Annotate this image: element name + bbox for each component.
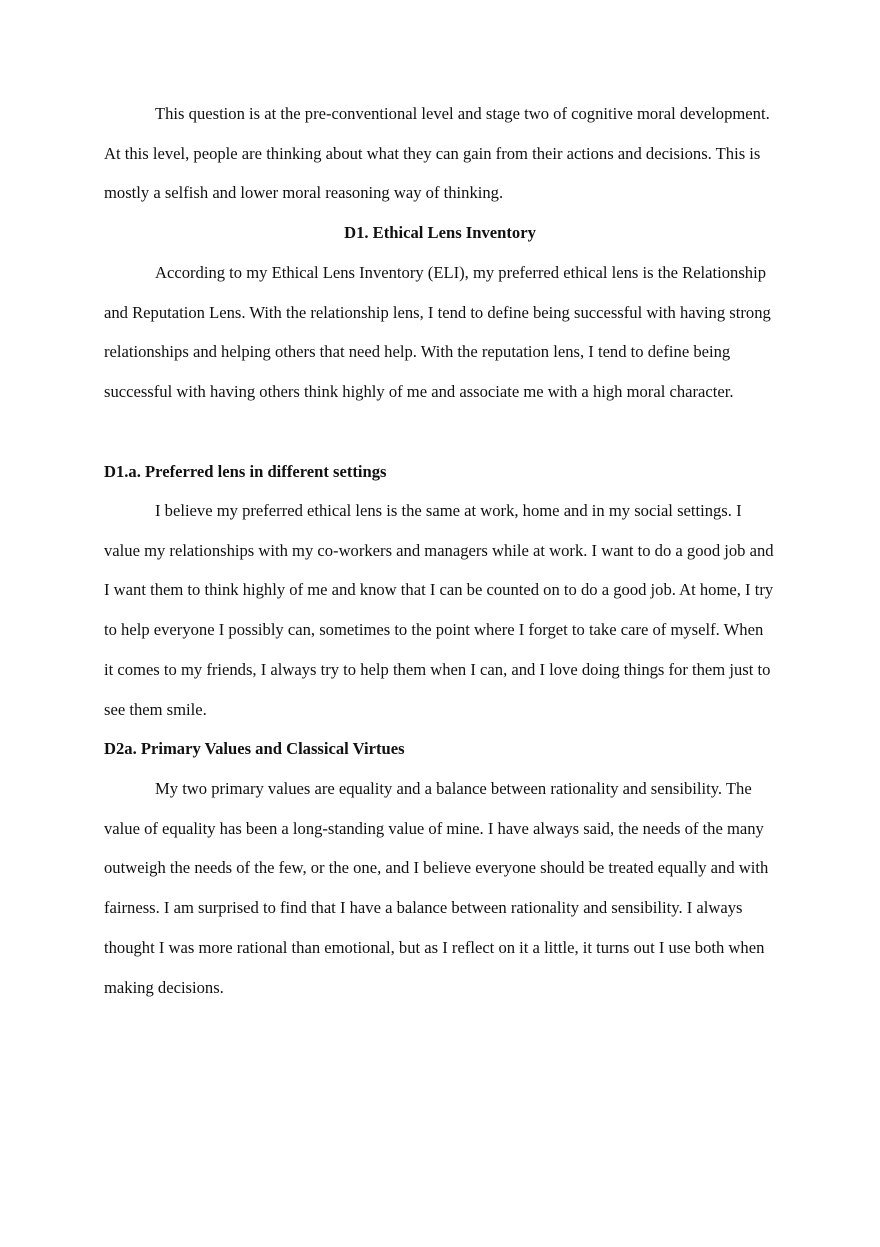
heading-ethical-lens-inventory: D1. Ethical Lens Inventory	[344, 223, 536, 242]
heading-preferred-lens-settings: D1.a. Preferred lens in different settings	[104, 462, 387, 481]
paragraph-ethical-lens-inventory: According to my Ethical Lens Inventory (ELI), my preferred ethical lens is the Relationship and Reputation Lens. With the relationship lens, I tend to define being successful with having strong relationships and helping others that need help. With the reputation lens, I tend to define being successful with having others think highly of me and associate me with a high moral character.	[104, 263, 771, 402]
paragraph-preferred-lens-settings: I believe my preferred ethical lens is the same at work, home and in my social settings. I value my relationships with my co-workers and managers while at work. I want to do a good job and I want them to think highly of me and know that I can be counted on to do a good job. At home, I try to help everyone I possibly can, sometimes to the point where I forget to take care of myself. When it comes to my friends, I always try to help them when I can, and I love doing things for them just to see them smile.	[104, 501, 774, 719]
paragraph-cognitive-moral-development: This question is at the pre-conventional level and stage two of cognitive moral development. At this level, people are thinking about what they can gain from their actions and decisions. This is mostly a selfish and lower moral reasoning way of thinking.	[104, 104, 770, 203]
paragraph-primary-values-virtues: My two primary values are equality and a balance between rationality and sensibility. The value of equality has been a long-standing value of mine. I have always said, the needs of the many outweigh the needs of the few, or the one, and I believe everyone should be treated equally and with fairness. I am surprised to find that I have a balance between rationality and sensibility. I always thought I was more rational than emotional, but as I reflect on it a little, it turns out I use both when making decisions.	[104, 779, 769, 997]
heading-primary-values-virtues: D2a. Primary Values and Classical Virtues	[104, 739, 405, 758]
